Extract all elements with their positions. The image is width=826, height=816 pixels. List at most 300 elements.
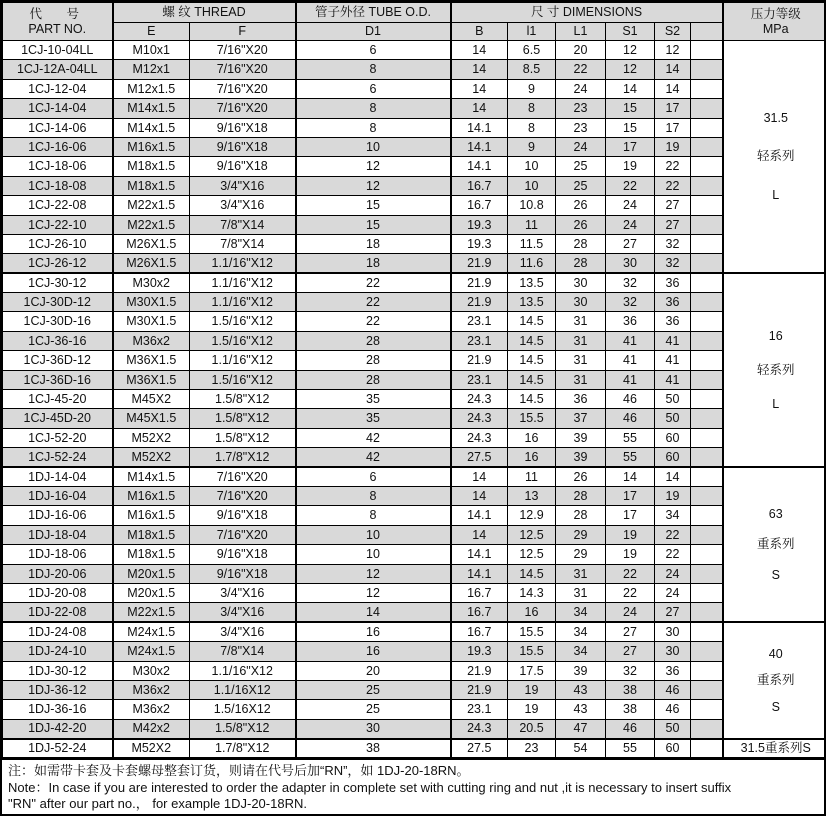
cell-thread-e: M30x2 — [113, 273, 190, 292]
header-col-l1: L1 — [556, 23, 606, 41]
cell-dim-s2: 17 — [655, 99, 691, 118]
cell-dim-s1: 32 — [606, 293, 655, 312]
cell-thread-f: 3/4"X16 — [190, 176, 296, 195]
cell-dim-l1-small: 8 — [508, 118, 556, 137]
cell-thread-e: M12x1 — [113, 60, 190, 79]
cell-dim-s2: 22 — [655, 525, 691, 544]
cell-dim-l1-small: 12.5 — [508, 525, 556, 544]
cell-spare — [691, 79, 723, 98]
cell-dim-b: 21.9 — [451, 680, 508, 699]
cell-part-no: 1CJ-18-06 — [3, 157, 113, 176]
cell-part-no: 1DJ-24-10 — [3, 642, 113, 661]
cell-thread-e: M42x2 — [113, 719, 190, 738]
cell-thread-e: M52X2 — [113, 428, 190, 447]
pressure-rating-line: 40 — [768, 646, 783, 661]
cell-dim-s1: 32 — [606, 661, 655, 680]
cell-dim-b: 14.1 — [451, 506, 508, 525]
cell-dim-s1: 55 — [606, 739, 655, 758]
table-row — [3, 273, 826, 292]
header-col-s1: S1 — [606, 23, 655, 41]
cell-tube-d1: 42 — [296, 428, 451, 447]
cell-thread-e: M22x1.5 — [113, 603, 190, 622]
cell-thread-f: 1.5/8"X12 — [190, 409, 296, 428]
cell-dim-s2: 32 — [655, 254, 691, 273]
header-tube-od: 管子外径 TUBE O.D. — [296, 3, 451, 23]
cell-dim-l1-small: 14.5 — [508, 312, 556, 331]
cell-dim-l1-small: 14.5 — [508, 331, 556, 350]
cell-dim-l1: 30 — [556, 273, 606, 292]
table-row — [3, 312, 826, 331]
cell-thread-e: M20x1.5 — [113, 583, 190, 602]
pressure-rating-line: 63 — [768, 507, 783, 522]
table-body — [3, 41, 826, 758]
cell-dim-b: 23.1 — [451, 700, 508, 719]
cell-dim-l1: 24 — [556, 137, 606, 156]
cell-spare — [691, 700, 723, 719]
cell-dim-l1: 26 — [556, 215, 606, 234]
cell-thread-f: 1.5/8"X12 — [190, 719, 296, 738]
cell-thread-e: M14x1.5 — [113, 467, 190, 486]
cell-dim-s2: 22 — [655, 545, 691, 564]
cell-thread-e: M30X1.5 — [113, 312, 190, 331]
cell-dim-s2: 41 — [655, 370, 691, 389]
table-row — [3, 293, 826, 312]
cell-tube-d1: 28 — [296, 370, 451, 389]
cell-tube-d1: 10 — [296, 137, 451, 156]
table-row — [3, 506, 826, 525]
cell-dim-s2: 41 — [655, 331, 691, 350]
cell-dim-s1: 46 — [606, 390, 655, 409]
cell-dim-l1-small: 14.5 — [508, 351, 556, 370]
cell-dim-b: 21.9 — [451, 351, 508, 370]
cell-dim-l1: 23 — [556, 99, 606, 118]
cell-thread-e: M18x1.5 — [113, 176, 190, 195]
cell-dim-b: 14 — [451, 525, 508, 544]
cell-tube-d1: 28 — [296, 351, 451, 370]
cell-part-no: 1CJ-26-12 — [3, 254, 113, 273]
pressure-rating-line: L — [772, 187, 780, 202]
cell-dim-l1-small: 16 — [508, 428, 556, 447]
cell-thread-e: M36X1.5 — [113, 351, 190, 370]
cell-dim-s2: 30 — [655, 622, 691, 641]
header-col-f: F — [190, 23, 296, 41]
cell-dim-l1: 47 — [556, 719, 606, 738]
cell-tube-d1: 15 — [296, 196, 451, 215]
cell-dim-s2: 60 — [655, 428, 691, 447]
cell-thread-f: 9/16"X18 — [190, 118, 296, 137]
cell-dim-s2: 22 — [655, 176, 691, 195]
cell-dim-b: 24.3 — [451, 409, 508, 428]
cell-dim-b: 24.3 — [451, 390, 508, 409]
note-line-zh: 注：如需带卡套及卡套螺母整套订货，则请在代号后加“RN”，如 1DJ-20-18RN。 — [8, 763, 470, 779]
cell-tube-d1: 25 — [296, 700, 451, 719]
cell-dim-s2: 34 — [655, 506, 691, 525]
cell-tube-d1: 8 — [296, 486, 451, 505]
cell-dim-l1-small: 17.5 — [508, 661, 556, 680]
cell-dim-b: 16.7 — [451, 196, 508, 215]
cell-dim-b: 23.1 — [451, 331, 508, 350]
cell-dim-s2: 41 — [655, 351, 691, 370]
cell-spare — [691, 254, 723, 273]
cell-thread-e: M36X1.5 — [113, 370, 190, 389]
cell-dim-s1: 19 — [606, 545, 655, 564]
cell-thread-f: 1.7/8"X12 — [190, 739, 296, 758]
cell-thread-f: 7/16"X20 — [190, 486, 296, 505]
pressure-rating-line: 16 — [768, 328, 783, 343]
cell-dim-l1: 22 — [556, 60, 606, 79]
cell-thread-e: M16x1.5 — [113, 486, 190, 505]
cell-thread-e: M18x1.5 — [113, 157, 190, 176]
pressure-rating-line: 重系列 — [756, 673, 795, 688]
cell-dim-l1: 24 — [556, 79, 606, 98]
cell-thread-f: 7/8"X14 — [190, 642, 296, 661]
pressure-rating-cell — [723, 739, 826, 758]
cell-dim-s1: 17 — [606, 506, 655, 525]
cell-thread-f: 9/16"X18 — [190, 157, 296, 176]
cell-dim-l1: 28 — [556, 234, 606, 253]
cell-tube-d1: 16 — [296, 642, 451, 661]
cell-dim-l1-small: 8 — [508, 99, 556, 118]
cell-dim-l1: 36 — [556, 390, 606, 409]
cell-thread-e: M36x2 — [113, 700, 190, 719]
cell-dim-s1: 24 — [606, 215, 655, 234]
header-part-no — [3, 3, 113, 41]
cell-dim-s2: 50 — [655, 390, 691, 409]
cell-thread-e: M24x1.5 — [113, 622, 190, 641]
cell-tube-d1: 8 — [296, 118, 451, 137]
cell-dim-l1: 28 — [556, 254, 606, 273]
table-row — [3, 409, 826, 428]
cell-dim-l1-small: 10.8 — [508, 196, 556, 215]
cell-part-no: 1CJ-14-04 — [3, 99, 113, 118]
cell-dim-s2: 30 — [655, 642, 691, 661]
cell-tube-d1: 18 — [296, 254, 451, 273]
cell-thread-e: M45X2 — [113, 390, 190, 409]
cell-part-no: 1CJ-30D-12 — [3, 293, 113, 312]
cell-dim-s1: 41 — [606, 370, 655, 389]
header-thread: 螺 纹 THREAD — [113, 3, 296, 23]
header-col-spare — [691, 23, 723, 41]
cell-tube-d1: 30 — [296, 719, 451, 738]
cell-thread-e: M14x1.5 — [113, 99, 190, 118]
cell-dim-s2: 32 — [655, 234, 691, 253]
table-row — [3, 176, 826, 195]
cell-part-no: 1DJ-42-20 — [3, 719, 113, 738]
pressure-rating-line: 轻系列 — [756, 362, 795, 377]
table-row — [3, 118, 826, 137]
cell-tube-d1: 6 — [296, 41, 451, 60]
cell-tube-d1: 16 — [296, 622, 451, 641]
cell-dim-l1-small: 19 — [508, 700, 556, 719]
cell-part-no: 1CJ-10-04LL — [3, 41, 113, 60]
cell-thread-f: 1.1/16"X12 — [190, 273, 296, 292]
cell-dim-l1: 25 — [556, 157, 606, 176]
cell-dim-l1: 31 — [556, 564, 606, 583]
cell-thread-e: M20x1.5 — [113, 564, 190, 583]
cell-dim-l1-small: 13.5 — [508, 273, 556, 292]
cell-dim-b: 16.7 — [451, 622, 508, 641]
footer-note — [2, 758, 824, 814]
cell-spare — [691, 273, 723, 292]
cell-dim-b: 16.7 — [451, 603, 508, 622]
cell-dim-s1: 41 — [606, 331, 655, 350]
cell-dim-l1: 29 — [556, 545, 606, 564]
cell-dim-s1: 36 — [606, 312, 655, 331]
cell-thread-e: M52X2 — [113, 448, 190, 467]
table-row — [3, 390, 826, 409]
cell-tube-d1: 12 — [296, 583, 451, 602]
cell-dim-s1: 19 — [606, 157, 655, 176]
cell-dim-s1: 15 — [606, 99, 655, 118]
cell-dim-b: 14.1 — [451, 118, 508, 137]
cell-spare — [691, 603, 723, 622]
cell-tube-d1: 35 — [296, 390, 451, 409]
table-row — [3, 370, 826, 389]
cell-part-no: 1CJ-12-04 — [3, 79, 113, 98]
cell-thread-e: M26X1.5 — [113, 254, 190, 273]
cell-thread-e: M12x1.5 — [113, 79, 190, 98]
cell-dim-s1: 30 — [606, 254, 655, 273]
cell-dim-l1: 25 — [556, 176, 606, 195]
table-row — [3, 234, 826, 253]
note-line-en-2: "RN" after our part no.， for example 1DJ-20-18RN. — [8, 796, 307, 812]
table-row — [3, 603, 826, 622]
cell-spare — [691, 137, 723, 156]
cell-part-no: 1CJ-30D-16 — [3, 312, 113, 331]
cell-dim-b: 14 — [451, 79, 508, 98]
pressure-rating-line: L — [772, 397, 780, 412]
table-row — [3, 448, 826, 467]
cell-dim-b: 27.5 — [451, 448, 508, 467]
cell-part-no: 1CJ-36D-16 — [3, 370, 113, 389]
cell-part-no: 1DJ-24-08 — [3, 622, 113, 641]
cell-thread-f: 3/4"X16 — [190, 583, 296, 602]
cell-tube-d1: 12 — [296, 176, 451, 195]
table-row — [3, 254, 826, 273]
cell-dim-b: 14.1 — [451, 564, 508, 583]
cell-dim-l1: 54 — [556, 739, 606, 758]
cell-dim-b: 14.1 — [451, 157, 508, 176]
cell-tube-d1: 10 — [296, 545, 451, 564]
cell-thread-f: 1.1/16"X12 — [190, 661, 296, 680]
cell-dim-b: 14.1 — [451, 545, 508, 564]
cell-thread-e: M45X1.5 — [113, 409, 190, 428]
cell-tube-d1: 42 — [296, 448, 451, 467]
cell-spare — [691, 293, 723, 312]
cell-dim-s2: 14 — [655, 79, 691, 98]
cell-dim-s1: 17 — [606, 486, 655, 505]
cell-thread-f: 7/16"X20 — [190, 467, 296, 486]
table-row — [3, 428, 826, 447]
cell-dim-l1-small: 10 — [508, 157, 556, 176]
pressure-rating-line: 31.5 — [763, 111, 788, 126]
table-row — [3, 700, 826, 719]
cell-dim-l1: 29 — [556, 525, 606, 544]
cell-dim-b: 21.9 — [451, 254, 508, 273]
cell-thread-e: M10x1 — [113, 41, 190, 60]
cell-dim-l1: 34 — [556, 622, 606, 641]
header-pressure-zh: 压力等级 — [750, 7, 801, 22]
table-row — [3, 351, 826, 370]
cell-dim-l1: 37 — [556, 409, 606, 428]
cell-dim-b: 14 — [451, 99, 508, 118]
cell-spare — [691, 719, 723, 738]
cell-dim-s1: 12 — [606, 60, 655, 79]
cell-dim-l1: 39 — [556, 448, 606, 467]
cell-dim-b: 23.1 — [451, 370, 508, 389]
cell-dim-s1: 22 — [606, 564, 655, 583]
cell-spare — [691, 215, 723, 234]
pressure-rating-cell — [723, 273, 826, 467]
table-row — [3, 157, 826, 176]
cell-thread-f: 7/16"X20 — [190, 525, 296, 544]
cell-dim-s2: 27 — [655, 215, 691, 234]
cell-thread-f: 1.5/8"X12 — [190, 390, 296, 409]
cell-dim-l1-small: 10 — [508, 176, 556, 195]
cell-part-no: 1CJ-30-12 — [3, 273, 113, 292]
cell-part-no: 1CJ-16-06 — [3, 137, 113, 156]
cell-spare — [691, 157, 723, 176]
cell-dim-l1: 26 — [556, 467, 606, 486]
cell-part-no: 1DJ-18-04 — [3, 525, 113, 544]
cell-dim-s2: 36 — [655, 312, 691, 331]
pressure-rating-line: S — [771, 567, 780, 582]
note-line-en-1: Note：In case if you are interested to order the adapter in complete set with cutting ring and nut ,it is necessary to insert suffix — [8, 779, 732, 795]
cell-tube-d1: 22 — [296, 293, 451, 312]
cell-spare — [691, 506, 723, 525]
cell-dim-s1: 46 — [606, 409, 655, 428]
cell-part-no: 1DJ-14-04 — [3, 467, 113, 486]
cell-tube-d1: 6 — [296, 79, 451, 98]
cell-dim-l1: 20 — [556, 41, 606, 60]
cell-dim-b: 14 — [451, 467, 508, 486]
table-row — [3, 215, 826, 234]
cell-dim-s2: 36 — [655, 661, 691, 680]
cell-thread-f: 7/8"X14 — [190, 234, 296, 253]
cell-dim-s1: 15 — [606, 118, 655, 137]
cell-tube-d1: 10 — [296, 525, 451, 544]
table-row — [3, 622, 826, 641]
pressure-rating-cell — [723, 41, 826, 274]
cell-thread-e: M22x1.5 — [113, 196, 190, 215]
cell-dim-s2: 24 — [655, 564, 691, 583]
cell-thread-e: M24x1.5 — [113, 642, 190, 661]
cell-thread-e: M16x1.5 — [113, 506, 190, 525]
cell-part-no: 1CJ-36D-12 — [3, 351, 113, 370]
cell-thread-f: 1.5/16"X12 — [190, 370, 296, 389]
cell-dim-s1: 19 — [606, 525, 655, 544]
cell-thread-e: M18x1.5 — [113, 525, 190, 544]
cell-dim-l1-small: 14.3 — [508, 583, 556, 602]
cell-part-no: 1DJ-36-12 — [3, 680, 113, 699]
cell-thread-f: 1.1/16"X12 — [190, 293, 296, 312]
cell-thread-f: 1.5/16"X12 — [190, 312, 296, 331]
cell-dim-b: 16.7 — [451, 583, 508, 602]
cell-dim-b: 27.5 — [451, 739, 508, 758]
cell-thread-f: 9/16"X18 — [190, 564, 296, 583]
header-col-b: B — [451, 23, 508, 41]
table-row — [3, 545, 826, 564]
table-row — [3, 467, 826, 486]
cell-dim-b: 14 — [451, 60, 508, 79]
cell-thread-e: M36x2 — [113, 680, 190, 699]
cell-dim-l1-small: 11.5 — [508, 234, 556, 253]
cell-spare — [691, 642, 723, 661]
cell-part-no: 1DJ-18-06 — [3, 545, 113, 564]
cell-dim-s1: 32 — [606, 273, 655, 292]
cell-dim-l1-small: 14.5 — [508, 370, 556, 389]
cell-dim-s2: 50 — [655, 719, 691, 738]
cell-dim-s2: 19 — [655, 137, 691, 156]
table-row — [3, 137, 826, 156]
pressure-rating-cell — [723, 622, 826, 738]
cell-part-no: 1CJ-52-24 — [3, 448, 113, 467]
cell-dim-l1-small: 11 — [508, 215, 556, 234]
cell-dim-s1: 27 — [606, 622, 655, 641]
cell-dim-l1-small: 9 — [508, 79, 556, 98]
cell-dim-l1: 23 — [556, 118, 606, 137]
header-col-l1-small: l1 — [508, 23, 556, 41]
cell-dim-b: 19.3 — [451, 642, 508, 661]
cell-dim-l1-small: 15.5 — [508, 642, 556, 661]
cell-part-no: 1CJ-26-10 — [3, 234, 113, 253]
cell-dim-s2: 46 — [655, 700, 691, 719]
cell-thread-f: 7/16"X20 — [190, 99, 296, 118]
pressure-rating-cell — [723, 467, 826, 622]
cell-dim-l1: 30 — [556, 293, 606, 312]
cell-spare — [691, 525, 723, 544]
table-row — [3, 680, 826, 699]
cell-dim-s1: 46 — [606, 719, 655, 738]
cell-dim-l1-small: 12.9 — [508, 506, 556, 525]
cell-spare — [691, 661, 723, 680]
cell-part-no: 1DJ-16-06 — [3, 506, 113, 525]
cell-tube-d1: 6 — [296, 467, 451, 486]
cell-tube-d1: 28 — [296, 331, 451, 350]
cell-dim-l1-small: 23 — [508, 739, 556, 758]
cell-thread-f: 1.5/8"X12 — [190, 428, 296, 447]
cell-dim-b: 14 — [451, 41, 508, 60]
table-row — [3, 642, 826, 661]
cell-dim-l1: 28 — [556, 486, 606, 505]
cell-dim-s2: 50 — [655, 409, 691, 428]
cell-spare — [691, 196, 723, 215]
cell-tube-d1: 15 — [296, 215, 451, 234]
table-row — [3, 486, 826, 505]
cell-spare — [691, 118, 723, 137]
cell-thread-f: 9/16"X18 — [190, 137, 296, 156]
table-row — [3, 41, 826, 60]
cell-part-no: 1CJ-12A-04LL — [3, 60, 113, 79]
cell-thread-e: M52X2 — [113, 739, 190, 758]
cell-thread-f: 7/8"X14 — [190, 215, 296, 234]
cell-spare — [691, 331, 723, 350]
cell-dim-s1: 22 — [606, 176, 655, 195]
cell-dim-s2: 27 — [655, 603, 691, 622]
table-row — [3, 79, 826, 98]
cell-thread-e: M26X1.5 — [113, 234, 190, 253]
cell-tube-d1: 12 — [296, 157, 451, 176]
cell-spare — [691, 370, 723, 389]
cell-dim-l1-small: 9 — [508, 137, 556, 156]
cell-dim-b: 19.3 — [451, 215, 508, 234]
cell-spare — [691, 448, 723, 467]
cell-dim-s1: 24 — [606, 603, 655, 622]
cell-dim-s1: 41 — [606, 351, 655, 370]
cell-thread-f: 7/16"X20 — [190, 79, 296, 98]
cell-dim-l1-small: 13 — [508, 486, 556, 505]
cell-dim-l1: 43 — [556, 680, 606, 699]
